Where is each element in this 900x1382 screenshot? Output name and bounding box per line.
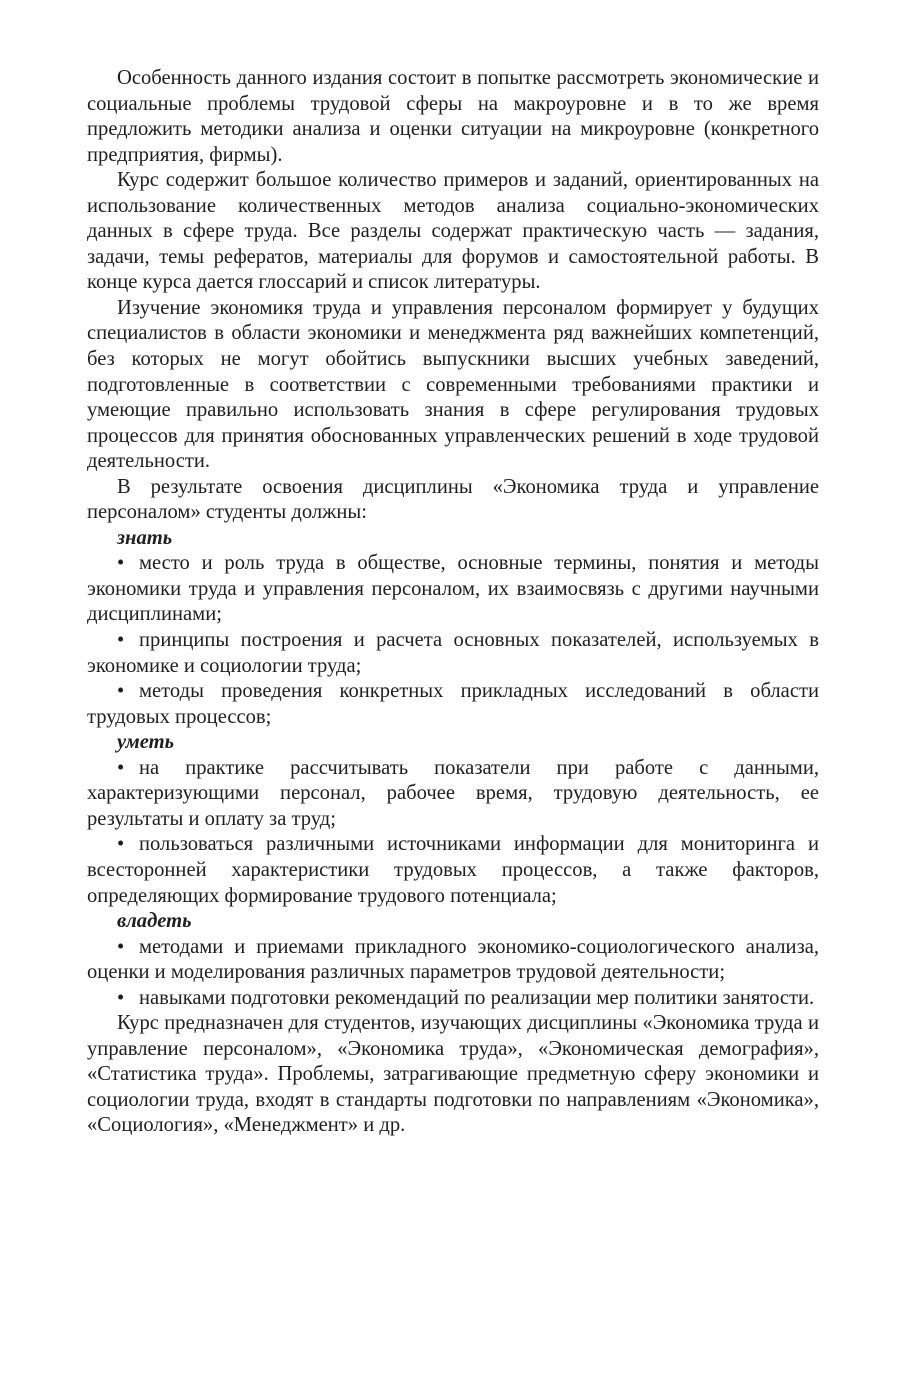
list-item-text: методами и приемами прикладного экономико-социологического анализа, оценки и моделирования различных параметров трудовой деятельности; [87,935,819,984]
document-page [87,66,819,1139]
bullet-icon: • [117,552,125,575]
intro-paragraph-text: Особенность данного издания состоит в попытке рассмотреть экономические и социальные проблемы трудовой сферы на макроуровне и в то же время предложить методики анализа и оценки ситуации на микроуровне (конкретного предприятия, фирмы). [87,67,819,166]
heading-be-able [87,730,819,756]
heading-be-able-text: уметь [117,731,175,754]
list-item-text: на практике рассчитывать показатели при работе с данными, характеризующими персонал, рабочее время, трудовую деятельность, ее результаты и оплату за труд; [87,756,819,830]
course-content-paragraph-text: Курс содержит большое количество примеров и заданий, ориентированных на использование количественных методов анализа социально-экономических данных в сфере труда. Все разделы содержат практическую часть — задания, задачи, темы рефератов, материалы для форумов и самостоятельной работы. В конце курса дается глоссарий и список литературы. [87,169,819,294]
learning-outcomes-paragraph-text: В результате освоения дисциплины «Экономика труда и управление персоналом» студенты должны: [87,475,819,524]
audience-paragraph [87,1011,819,1139]
list-item [87,628,819,679]
heading-master-text: владеть [117,910,192,933]
list-item [87,986,819,1012]
bullet-icon: • [117,756,125,779]
competencies-paragraph-text: Изучение экономикя труда и управления персоналом формирует у будущих специалистов в области экономики и менеджмента ряд важнейших компетенций, без которых не могут обойтись выпускники высших учебных заведений, подготовленные в соответствии с современными требованиями практики и умеющие правильно использовать знания в сфере регулирования трудовых процессов для принятия обоснованных управленческих решений в ходе трудовой деятельности. [87,296,819,473]
heading-know-text: знать [117,526,173,549]
bullet-icon: • [117,833,125,856]
list-item [87,551,819,628]
heading-master [87,909,819,935]
list-item-text: навыками подготовки рекомендаций по реализации мер политики занятости. [139,986,815,1009]
audience-paragraph-text: Курс предназначен для студентов, изучающих дисциплины «Экономика труда и управление персоналом», «Экономика труда», «Экономическая демография», «Статистика труда». Проблемы, затрагивающие предметную сферу экономики и социологии труда, входят в стандарты подготовки по направлениям «Экономика», «Социология», «Менеджмент» и др. [87,1012,819,1137]
list-item-text: принципы построения и расчета основных показателей, используемых в экономике и социологии труда; [87,629,819,677]
bullet-icon: • [117,680,125,703]
list-item [87,832,819,909]
intro-paragraph [87,66,819,168]
list-item-text: методы проведения конкретных прикладных исследований в области трудовых процессов; [87,680,819,728]
bullet-icon: • [117,986,125,1009]
heading-know [87,526,819,552]
list-item-text: пользоваться различными источниками информации для мониторинга и всесторонней характеристики трудовых процессов, а также факторов, определяющих формирование трудового потенциала; [87,833,819,907]
learning-outcomes-paragraph [87,475,819,526]
bullet-icon: • [117,935,125,958]
bullet-icon: • [117,629,125,652]
list-item [87,935,819,986]
list-item [87,756,819,833]
list-item-text: место и роль труда в обществе, основные термины, понятия и методы экономики труда и управления персоналом, их взаимосвязь с другими научными дисциплинами; [87,552,819,626]
competencies-paragraph [87,296,819,475]
course-content-paragraph [87,168,819,296]
list-item [87,679,819,730]
